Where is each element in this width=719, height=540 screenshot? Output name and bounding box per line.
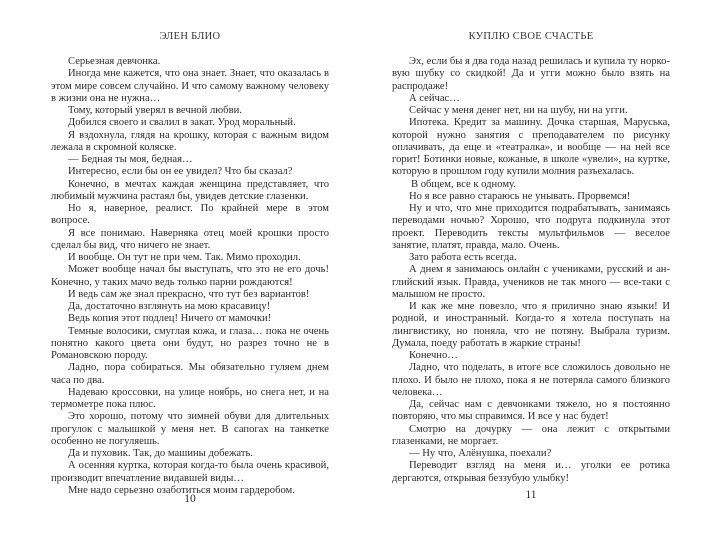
paragraph: Это хорошо, потому что зимней обуви для длительных прогулок с малышкой у меня нет. В сапогах на танкетке особенно не погуляешь.: [51, 411, 329, 447]
paragraph: Ипотека. Кредит за машину. Дочка старшая, Маруська, которой нужно занятия с преподавателем по рисунку оплачивать, да еще и «театралка», и вообще — на ней все горит! Ботинки новые, кожаные, в школе «увели», на куртке, которую в прошлом году купили молния разъехалась.: [392, 117, 670, 178]
paragraph: Переводит взгляд на меня и… уголки ее ротика дергаются, открывая беззубую улыбку!: [392, 460, 670, 484]
running-head-title: КУПЛЮ СВОЕ СЧАСТЬЕ: [468, 31, 594, 42]
paragraph: Темные волосики, смуглая кожа, и глаза… пока не очень понятно какого цвета они будут, но разрез точно не в Романовскою породу.: [51, 325, 329, 361]
paragraph: Тому, который уверял в вечной любви.: [68, 105, 242, 116]
paragraph: Надеваю кроссовки, на улице ноябрь, но снега нет, и на термометре пока плюс.: [51, 386, 329, 410]
paragraph: В общем, все к одному.: [411, 178, 516, 190]
paragraph: Интересно, если бы он ее увидел? Что бы сказал?: [68, 166, 293, 178]
page-number: 10: [184, 493, 196, 505]
paragraph: Но я, наверное, реалист. По крайней мере в этом вопросе.: [51, 203, 329, 227]
paragraph: Конечно…: [409, 350, 458, 361]
running-head-author: ЭЛЕН БЛИО: [159, 31, 221, 42]
paragraph: Я все понимаю. Наверняка отец моей крошки просто сделал бы вид, что ничего не знает.: [51, 227, 329, 251]
paragraph: Смотрю на дочурку — она лежит с открытыми глазенками, не моргает.: [392, 423, 670, 447]
paragraph: — Ну что, Алёнушка, поехали?: [409, 448, 552, 459]
paragraph: Иногда мне кажется, что она знает. Знает, что оказалась в этом мире совсем случайно. И что самому важному человеку в жизни она не нужна…: [51, 68, 329, 104]
page-number: 11: [525, 489, 537, 501]
paragraph: Ну и что, что мне приходится подрабатывать, занимаясь переводами ночью? Хорошо, что подруга подкинула этот проект. Переводить тексты мультфильмов — веселое занятие, платят, правда, мало. Очень.: [392, 203, 670, 251]
paragraph: И как же мне повезло, что я прилично знаю языки! И родной, и иностранный. Когда-то я хотела поступать на лингвистику, но поняла, что не потяну. Выбрала туризм. Думала, поеду работать в жаркие страны!: [392, 301, 670, 349]
paragraph: Серьезная девчонка.: [68, 56, 161, 67]
paragraph: Я вздохнула, глядя на крошку, которая с важным видом лежала в скромной коляске.: [51, 129, 329, 153]
paragraph: Мне надо серьезно озаботиться моим гардеробом.: [68, 484, 295, 496]
paragraph: Сейчас у меня денег нет, ни на шубу, ни на угги.: [409, 105, 628, 116]
paragraph: А сейчас…: [409, 92, 460, 104]
paragraph: А днем я занимаюсь онлайн с учениками, русский и английский язык. Правда, учеников не так много — все-таки с малышом не просто.: [392, 264, 670, 300]
page-body-text: [392, 56, 670, 485]
paragraph: А осенняя куртка, которая когда-то была очень красивой, производит впечатление видавшей виды…: [51, 460, 329, 484]
paragraph: Да и пуховик. Так, до машины добежать.: [68, 448, 253, 459]
paragraph: Зато работа есть всегда.: [409, 252, 517, 263]
right-page: [360, 0, 719, 540]
paragraph: И ведь сам же знал прекрасно, что тут без вариантов!: [68, 288, 310, 300]
paragraph: Конечно, в мечтах каждая женщина представляет, что любимый мужчина растаял бы, увидев детские глазенки.: [51, 178, 329, 202]
paragraph: Ведь копия этот подлец! Ничего от мамочки!: [68, 313, 272, 325]
paragraph: Ладно, пора собираться. Мы обязательно гуляем днем часа по два.: [51, 362, 329, 386]
paragraph: Да, достаточно взглянуть на мою красавицу!: [68, 301, 271, 312]
paragraph: Да, сейчас нам с девчонками тяжело, но я постоянно повторяю, что мы справимся. И все у нас будет!: [392, 399, 670, 423]
page-body-text: [51, 56, 329, 497]
paragraph: И вообще. Он тут не при чем. Так. Мимо проходил.: [68, 252, 301, 263]
paragraph: Добился своего и свалил в закат. Урод моральный.: [68, 117, 296, 129]
paragraph: Ладно, что поделать, в итоге все сложилось довольно не плохо. И было не плохо, пока я не потеряла самого близкого человека…: [392, 362, 670, 398]
paragraph: — Бедная ты моя, бедная…: [68, 154, 193, 165]
paragraph: Но я все равно стараюсь не унывать. Прорвемся!: [409, 190, 631, 202]
paragraph: Может вообще начал бы выступать, что это не его дочь! Конечно, у таких мачо ведь только парни рождаются!: [51, 264, 329, 288]
paragraph: Эх, если бы я два года назад решилась и купила ту норковую шубку со скидкой! Да и угги можно было взять на распродаже!: [392, 56, 670, 92]
